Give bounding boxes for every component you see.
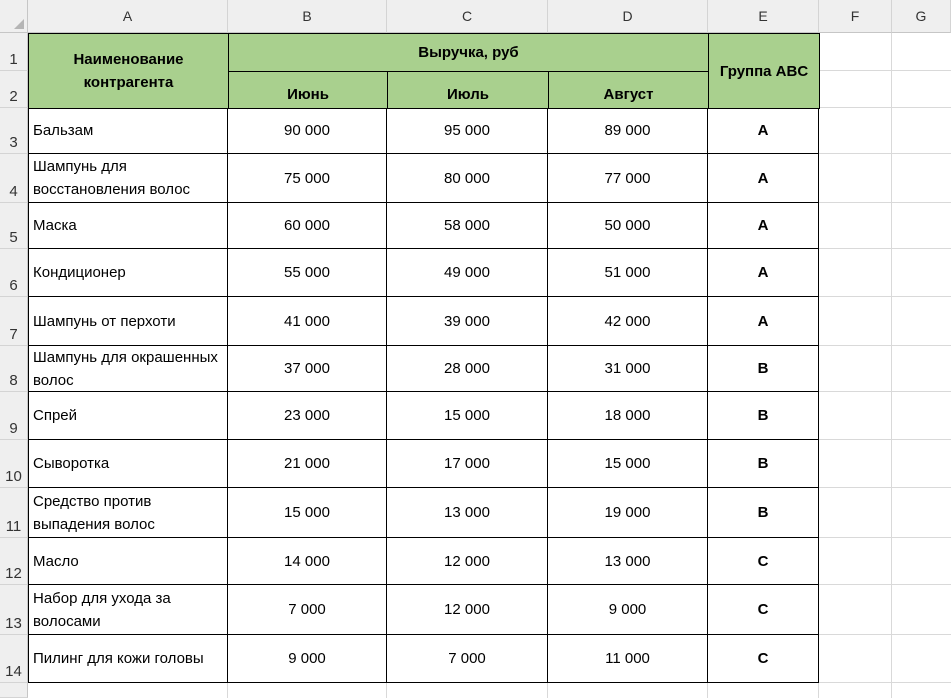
cell-august[interactable]: 50 000 [548,203,708,249]
cell-name[interactable]: Масло [28,538,228,585]
cell-name[interactable]: Бальзам [28,108,228,154]
cell-august[interactable]: 19 000 [548,488,708,538]
row-header-15[interactable] [0,683,28,698]
cell-june[interactable]: 14 000 [228,538,387,585]
cell-july[interactable]: 49 000 [387,249,548,297]
cell-july[interactable]: 80 000 [387,154,548,203]
column-header-d[interactable]: D [548,0,708,33]
cell-august[interactable]: 51 000 [548,249,708,297]
cell-july[interactable]: 13 000 [387,488,548,538]
header-june-cell[interactable]: Июнь [228,71,388,109]
cell-name[interactable]: Шампунь для окрашенных волос [28,346,228,392]
cell-august[interactable]: 89 000 [548,108,708,154]
cell-name[interactable]: Маска [28,203,228,249]
cell-july[interactable]: 39 000 [387,297,548,346]
cell-august[interactable]: 77 000 [548,154,708,203]
row-header-7[interactable]: 7 [0,297,28,346]
cell-august[interactable]: 18 000 [548,392,708,440]
cell-june[interactable]: 7 000 [228,585,387,635]
select-all-triangle-icon [14,19,24,29]
cell-july[interactable]: 28 000 [387,346,548,392]
cell-july[interactable]: 58 000 [387,203,548,249]
cell-june[interactable]: 9 000 [228,635,387,683]
row-header-3[interactable]: 3 [0,108,28,154]
row-header-8[interactable]: 8 [0,346,28,392]
cell-group[interactable]: A [708,203,819,249]
cell-june[interactable]: 37 000 [228,346,387,392]
cell-group[interactable]: A [708,108,819,154]
cell-name[interactable]: Шампунь для восстановления волос [28,154,228,203]
cell-july[interactable]: 17 000 [387,440,548,488]
cell-june[interactable]: 90 000 [228,108,387,154]
cell-name[interactable]: Сыворотка [28,440,228,488]
column-header-f[interactable]: F [819,0,892,33]
cell-august[interactable]: 9 000 [548,585,708,635]
cell-august[interactable]: 42 000 [548,297,708,346]
header-group-cell[interactable]: Группа ABC [708,33,820,109]
cell-july[interactable]: 95 000 [387,108,548,154]
cell-group[interactable]: C [708,585,819,635]
column-header-b[interactable]: B [228,0,387,33]
row-header-14[interactable]: 14 [0,635,28,683]
cell-july[interactable]: 15 000 [387,392,548,440]
row-header-10[interactable]: 10 [0,440,28,488]
cell-june[interactable]: 60 000 [228,203,387,249]
cell-group[interactable]: A [708,297,819,346]
column-header-g[interactable]: G [892,0,951,33]
cell-name[interactable]: Средство против выпадения волос [28,488,228,538]
cell-group[interactable]: A [708,154,819,203]
row-header-2[interactable]: 2 [0,71,28,108]
header-name-cell[interactable]: Наименование контрагента [28,33,229,109]
cell-june[interactable]: 55 000 [228,249,387,297]
cell-july[interactable]: 12 000 [387,585,548,635]
cell-group[interactable]: A [708,249,819,297]
cell-name[interactable]: Спрей [28,392,228,440]
row-header-5[interactable]: 5 [0,203,28,249]
cell-june[interactable]: 21 000 [228,440,387,488]
cell-august[interactable]: 11 000 [548,635,708,683]
cell-july[interactable]: 12 000 [387,538,548,585]
row-header-1[interactable]: 1 [0,33,28,71]
cell-august[interactable]: 13 000 [548,538,708,585]
gridline-vertical [891,33,892,698]
cell-august[interactable]: 15 000 [548,440,708,488]
cell-august[interactable]: 31 000 [548,346,708,392]
cell-name[interactable]: Пилинг для кожи головы [28,635,228,683]
cell-june[interactable]: 23 000 [228,392,387,440]
cell-group[interactable]: C [708,635,819,683]
row-header-4[interactable]: 4 [0,154,28,203]
cell-name[interactable]: Кондиционер [28,249,228,297]
row-header-13[interactable]: 13 [0,585,28,635]
cell-group[interactable]: B [708,440,819,488]
select-all-corner[interactable] [0,0,28,33]
cell-group[interactable]: B [708,346,819,392]
cell-june[interactable]: 15 000 [228,488,387,538]
cell-june[interactable]: 41 000 [228,297,387,346]
cell-group[interactable]: C [708,538,819,585]
header-august-cell[interactable]: Август [548,71,709,109]
cell-name[interactable]: Набор для ухода за волосами [28,585,228,635]
row-header-11[interactable]: 11 [0,488,28,538]
column-header-c[interactable]: C [387,0,548,33]
cell-group[interactable]: B [708,392,819,440]
row-header-12[interactable]: 12 [0,538,28,585]
cell-group[interactable]: B [708,488,819,538]
column-header-a[interactable]: A [28,0,228,33]
header-revenue-cell[interactable]: Выручка, руб [228,33,709,72]
row-header-9[interactable]: 9 [0,392,28,440]
row-header-6[interactable]: 6 [0,249,28,297]
cell-july[interactable]: 7 000 [387,635,548,683]
cell-june[interactable]: 75 000 [228,154,387,203]
cell-name[interactable]: Шампунь от перхоти [28,297,228,346]
column-header-e[interactable]: E [708,0,819,33]
header-july-cell[interactable]: Июль [387,71,549,109]
